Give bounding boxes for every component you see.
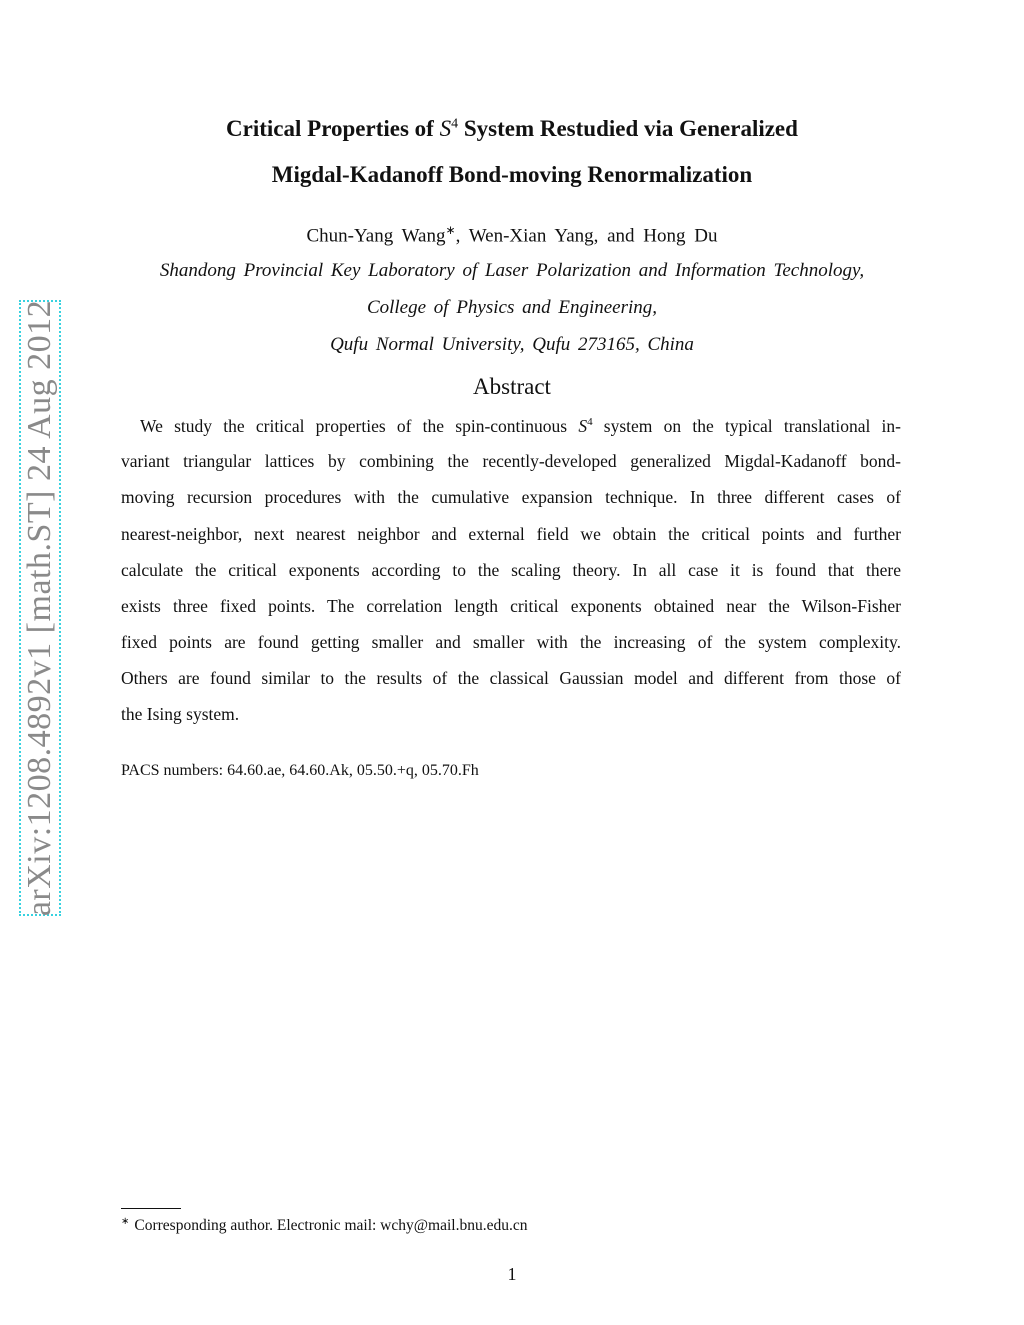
footnote-text: Corresponding author. Electronic mail: wchy@mail.bnu.edu.cn — [134, 1217, 528, 1235]
footnote — [121, 1216, 527, 1235]
abstract-line-4: nearest-neighbor, next nearest neighbor and external field we obtain the critical points and further — [121, 524, 901, 544]
title-symbol-power: 4 — [451, 116, 459, 132]
page-number: 1 — [507, 1264, 517, 1284]
author-footnote-mark: ∗ — [445, 223, 456, 237]
author-others: , Wen-Xian Yang, and Hong Du — [455, 225, 718, 247]
abstract-line-6: exists three fixed points. The correlation length critical exponents obtained near the Wilson-Fisher — [121, 596, 901, 616]
abstract-line-1-end: system on the typical translational in- — [592, 415, 901, 436]
title-part-2: System Restudied via Generalized — [458, 116, 798, 141]
abstract-symbol: S — [578, 415, 588, 436]
abstract-line-7: fixed points are found getting smaller and smaller with the increasing of the system complexity. — [121, 632, 901, 652]
abstract-line-5: calculate the critical exponents according to the scaling theory. In all case it is found that there — [121, 560, 901, 580]
footnote-mark: ∗ — [121, 1216, 130, 1227]
arxiv-stamp: arXiv:1208.4892v1 [math.ST] 24 Aug 2012 — [21, 299, 58, 917]
pacs-numbers: PACS numbers: 64.60.ae, 64.60.Ak, 05.50.+q, 05.70.Fh — [121, 762, 479, 779]
affiliation-line-2: College of Physics and Engineering, — [366, 297, 658, 318]
footnote-rule — [121, 1208, 181, 1209]
affiliation-line-1: Shandong Provincial Key Laboratory of Laser Polarization and Information Technology, — [159, 260, 865, 281]
author-first: Chun-Yang Wang — [306, 225, 446, 247]
abstract-line-9: the Ising system. — [121, 704, 240, 724]
author-list — [0, 223, 1024, 247]
abstract-heading: Abstract — [473, 374, 551, 399]
abstract-line-1 — [140, 417, 901, 435]
abstract-line-2: variant triangular lattices by combining the recently-developed generalized Migdal-Kadanoff bond- — [121, 451, 901, 471]
abstract-line-1-start: We study the critical properties of the spin-continuous — [140, 415, 579, 436]
paper-title-line-1 — [0, 116, 1024, 142]
paper-title-line-2: Migdal-Kadanoff Bond-moving Renormalization — [271, 162, 753, 187]
title-symbol: S — [439, 116, 452, 141]
abstract-line-8: Others are found similar to the results of the classical Gaussian model and different from those of — [121, 668, 901, 688]
abstract-symbol-power: 4 — [587, 416, 593, 428]
abstract-line-3: moving recursion procedures with the cumulative expansion technique. In three different cases of — [121, 487, 901, 507]
affiliation-line-3: Qufu Normal University, Qufu 273165, China — [330, 334, 694, 355]
title-part-1: Critical Properties of — [226, 116, 440, 141]
